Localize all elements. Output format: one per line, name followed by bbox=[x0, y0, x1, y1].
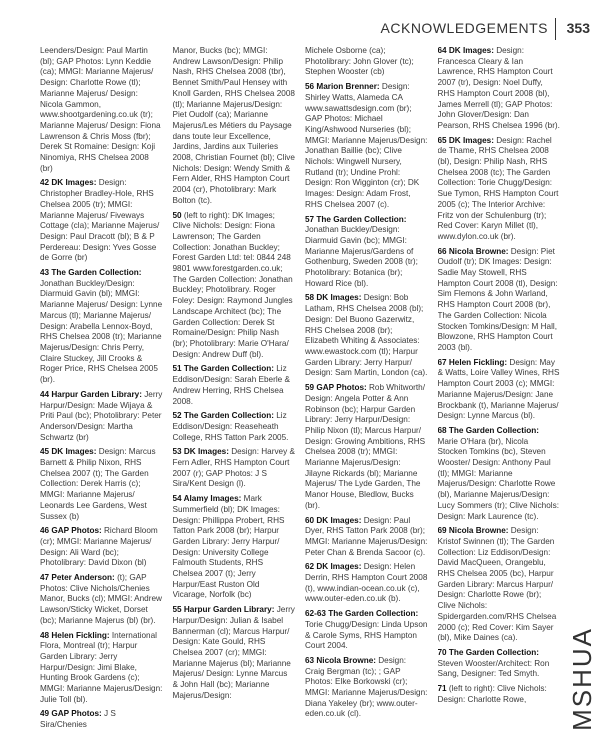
credit-lead: 48 Helen Fickling: bbox=[40, 630, 110, 640]
credit-entry bbox=[305, 656, 428, 720]
credit-lead: 47 Peter Anderson: bbox=[40, 573, 115, 583]
credit-lead: 53 DK Images: bbox=[172, 447, 229, 457]
acknowledgements-columns bbox=[40, 46, 560, 746]
credit-entry bbox=[40, 631, 163, 706]
credit-text: (t); GAP Photos: Clive Nichols/Chenies Manor, Bucks (cl); MMGI: Andrew Lawson/Sticky Wicket, Dorset (bc); Marianne Majerus (bl) (br). bbox=[40, 573, 162, 625]
credit-entry bbox=[438, 684, 561, 705]
credit-entry bbox=[438, 247, 561, 354]
credit-text: Jerry Harpur/Design: Made Wijaya & Priti Paul (bc); Photolibrary: Peter Anderson/Design: Martha Schwartz (br) bbox=[40, 389, 163, 442]
credit-text: J S Sira/Chenies bbox=[40, 709, 116, 730]
credit-entry bbox=[305, 215, 428, 290]
column-3 bbox=[305, 46, 428, 746]
credit-lead: 69 Nicola Browne: bbox=[437, 526, 509, 536]
credit-text: Design: Christopher Bradley-Hole, RHS Chelsea 2005 (tr); MMGI: Marianne Majerus/ Fiveways Cottage (cla); Marianne Majerus/ Design: Paul Dracott (bl); B & P Perdereau: Design: Yves Gosse de Gorre (br) bbox=[40, 178, 160, 263]
credit-lead: 70 The Garden Collection: bbox=[437, 647, 539, 657]
credit-lead: 59 GAP Photos: bbox=[305, 383, 367, 393]
credit-lead: 71 bbox=[437, 684, 447, 694]
credit-lead: 63 Nicola Browne: bbox=[305, 655, 376, 665]
credit-text: Rob Whitworth/ Design: Angela Potter & Ann Robinson (bc); Harpur Garden Library: Jerry Harpur/Design: Philip Nixon (tl); Marcus Harpur/ Design: Growing Ambitions, RHS Chelsea 2008 (tr); MMGI: Marianne Majerus/Design: Jilayne Rickards (bl); Marianne Majerus/ The Lyde Garden, The Manor House, Bledlow, Bucks (br). bbox=[305, 383, 426, 510]
credit-entry bbox=[173, 494, 296, 601]
credit-entry bbox=[173, 411, 296, 443]
credit-text: Leenders/Design: Paul Martin (bl); GAP Photos: Lynn Keddie (ca); MMGI: Marianne Majerus/ Design: Charlotte Rowe (tl); Marianne Majerus/ Design: Nicola Gammon, www.shootgardening.co.uk (tr); Marianne Majerus/ Design: Fiona Lawrenson & Chris Moss (fbr); Derek St Romaine: Design: Koji Ninomiya, RHS Chelsea 2008 (br) bbox=[40, 46, 161, 173]
credit-text: Manor, Bucks (bc); MMGI: Andrew Lawson/Design: Philip Nash, RHS Chelsea 2008 (tbr), Bennet Smith/Paul Hensey with Knoll Garden, RHS Chelsea 2008 (tl); Marianne Majerus/Design: Piet Oudolf (ca); Marianne Majerus/Les Métiers du Paysage dans toute leur Excellence, Jardins, Jardins aux Tuileries 2008, Christian Fournet (bl); Clive Nichols: Design: Wendy Smith & Fern Alder, RHS Hampton Court 2004 (cr), Photolibrary: Mark Bolton (tc). bbox=[172, 46, 295, 205]
credit-entry bbox=[40, 390, 163, 444]
credit-entry bbox=[438, 526, 561, 644]
credit-entry bbox=[305, 562, 428, 605]
credit-entry bbox=[438, 426, 561, 522]
credit-lead: 52 The Garden Collection: bbox=[172, 411, 274, 421]
credit-text: Design: Bob Latham, RHS Chelsea 2008 (bl); Design: Del Buono Gazerwitz, RHS Chelsea 2008 (br); Elizabeth Whiting & Associates: www.ewastock.com (tl); Harpur Garden Library: Jerry Harpur/ Design: Sam Martin, London (ca). bbox=[305, 293, 428, 378]
credit-text: Michele Osborne (ca); Photolibrary: John Glover (tc); Stephen Wooster (cb) bbox=[305, 46, 414, 77]
sidebar-watermark: MSHUA bbox=[567, 627, 597, 731]
credit-entry bbox=[305, 516, 428, 559]
credit-lead: 57 The Garden Collection: bbox=[305, 214, 407, 224]
credit-lead: 65 DK Images: bbox=[437, 135, 494, 145]
credit-text: Design: Marcus Barnett & Philip Nixon, RHS Chelsea 2007 (t); The Garden Collection: Derek Harris (c); MMGI: Marianne Majerus/ Leonards Lee Gardens, West Sussex (b) bbox=[40, 447, 156, 521]
credit-entry bbox=[40, 46, 163, 174]
credit-entry bbox=[173, 46, 296, 207]
page-header bbox=[0, 14, 600, 38]
credit-text: Torie Chugg/Design: Linda Upson & Carole Syms, RHS Hampton Court 2004. bbox=[305, 619, 428, 651]
credit-lead: 44 Harpur Garden Library: bbox=[40, 389, 142, 399]
credit-entry bbox=[40, 526, 163, 569]
credit-text: Design: May & Watts, Loire Valley Wines, RHS Hampton Court 2003 (c); MMGI: Marianne Majerus/Design: Jane Brockbank (t), Marianne Majerus/ Design: Lynne Marcus (bl). bbox=[437, 357, 560, 421]
credit-entry bbox=[438, 136, 561, 243]
credit-text: Design: Piet Oudolf (tr); DK Images: Design: Sadie May Stowell, RHS Hampton Court 2008 (tl), Design: Sim Flemons & John Warland, RHS Hampton Court 2008 (br), The Garden Collection: Nicola Stocken Tomkins/Design: M Hall, Blowzone, RHS Hampton Court 2003 (bl). bbox=[437, 246, 558, 352]
credit-text: Design: Harvey & Fern Adler, RHS Hampton Court 2007 (r); GAP Photos: J S Sira/Kent Design (l). bbox=[172, 447, 295, 489]
credit-lead: 64 DK Images: bbox=[437, 46, 494, 55]
credit-text: Design: Francesca Cleary & Ian Lawrence, RHS Hampton Court 2007 (tr), Design: Noel Duffy, RHS Hampton Court 2008 (bl), James Merrell (tl); GAP Photos: John Glover/Design: Dan Pearson, RHS Chelsea 1996 (br). bbox=[437, 46, 560, 130]
credit-entry bbox=[173, 211, 296, 361]
credit-lead: 50 bbox=[172, 210, 182, 220]
credit-text: Design: Rachel de Thame, RHS Chelsea 2008 (bl), Design: Philip Nash, RHS Chelsea 2008 (tc); The Garden Collection: Torie Chugg/Design: Sue Tymon, RHS Hampton Court 2005 (c); The Interior Archive: Fritz von der Schulenburg (tr); Red Cover: Karyn Millet (tl), www.dylon.co.uk (br). bbox=[437, 135, 559, 241]
credit-lead: 62-63 The Garden Collection: bbox=[305, 609, 419, 619]
credit-lead: 56 Marion Brenner: bbox=[305, 82, 380, 92]
credit-entry bbox=[173, 364, 296, 407]
credit-lead: 66 Nicola Browne: bbox=[437, 246, 509, 256]
credit-text: Mark Summerfield (bl); DK Images: Design: Phillippa Probert, RHS Tatton Park 2008 (br); Harpur Garden Library: Jerry Harpur/ Design: University College Falmouth Students, RHS Chelsea 2007 (t); Jerry Harpur/East Ruston Old Vicarage, Norfolk (bc) bbox=[172, 494, 285, 600]
credit-entry bbox=[40, 573, 163, 627]
credit-text: Jonathan Buckley/Design: Diarmuid Gavin (bl); MMGI: Marianne Majerus/ Design: Lynne Marcus (tl); Marianne Majerus/ Design: Arabella Lennox-Boyd, RHS Chelsea 2008 (tr); Marianne Majerus/Design: Chris Perry, Claire Stuckey, Jill Crooks & Roger Price, RHS Chelsea 2005 (br). bbox=[40, 278, 163, 385]
credit-entry bbox=[173, 605, 296, 701]
credit-text: Steven Wooster/Architect: Ron Sang, Designer: Ted Smyth. bbox=[437, 658, 550, 679]
credit-entry bbox=[305, 82, 428, 210]
credit-entry bbox=[438, 648, 561, 680]
credit-entry bbox=[438, 46, 561, 132]
credit-text: Liz Eddison/Design: Reaseheath College, RHS Tatton Park 2005. bbox=[172, 411, 289, 442]
credit-lead: 42 DK Images: bbox=[40, 178, 97, 188]
credit-text: Design: Paul Dyer, RHS Tatton Park 2008 (br); MMGI: Marianne Majerus/Design: Peter Chan & Brenda Sacoor (c). bbox=[305, 515, 428, 557]
credit-text: (left to right): Clive Nichols: Design: Charlotte Rowe, bbox=[437, 684, 547, 704]
column-2 bbox=[173, 46, 296, 746]
header-divider bbox=[555, 18, 556, 40]
credit-entry bbox=[305, 383, 428, 511]
credit-text: Design: Kristof Swinnen (tl); The Garden Collection: Liz Eddison/Design: David MacQueen, Orangeblu, RHS Chelsea 2005 (bc), Harpur Garden Library: Marcus Harpur/ Design: Charlotte Rowe (br); Clive Nichols: Spidergarden.com/RHS Chelsea 2000 (c); Red Cover: Kim Sayer (bl), Mike Daines (ca). bbox=[437, 526, 557, 643]
credit-lead: 49 GAP Photos: bbox=[40, 709, 102, 719]
credit-lead: 45 DK Images: bbox=[40, 447, 97, 457]
credit-lead: 58 DK Images: bbox=[305, 293, 362, 303]
credit-lead: 46 GAP Photos: bbox=[40, 526, 102, 536]
column-1 bbox=[40, 46, 163, 746]
column-4 bbox=[438, 46, 561, 746]
page-number: 353 bbox=[566, 20, 590, 36]
credit-entry bbox=[40, 178, 163, 264]
credit-entry bbox=[40, 268, 163, 386]
credit-text: Jerry Harpur/Design: Julian & Isabel Bannerman (cl); Marcus Harpur/ Design: Kate Gould, RHS Chelsea 2007 (cr); MMGI: Marianne Majerus (bl); Marianne Majerus/ Design: Lynne Marcus & John Hall (bc); Marianne Majerus/Design: bbox=[172, 605, 295, 700]
page-title: ACKNOWLEDGEMENTS bbox=[380, 20, 548, 36]
credit-lead: 68 The Garden Collection: bbox=[437, 425, 539, 435]
credit-text: Richard Bloom (cr); MMGI: Marianne Majerus/ Design: Ali Ward (bc); Photolibrary: David Dixon (bl) bbox=[40, 526, 158, 568]
credit-entry bbox=[438, 358, 561, 422]
credit-entry bbox=[305, 609, 428, 652]
credit-text: Liz Eddison/Design: Sarah Eberle & Andrew Herring, RHS Chelsea 2008. bbox=[172, 364, 290, 406]
credit-text: Jonathan Buckley/Design: Diarmuid Gavin (bc); MMGI: Marianne Majerus/Gardens of Gothenburg, Sweden 2008 (tr); Photolibrary: Botanica (br); Howard Rice (bl). bbox=[305, 225, 418, 288]
credit-entry bbox=[40, 447, 163, 522]
credit-lead: 54 Alamy Images: bbox=[172, 494, 242, 504]
credit-entry bbox=[305, 46, 428, 78]
credit-text: Design: Shirley Watts, Alameda CA www.sawattsdesign.com (br); GAP Photos: Michael King/Ashwood Nurseries (bl); MMGI: Marianne Majerus/Design: Jonathan Baillie (bc); Clive Nichols: Wingwell Nursery, Rutland (tr); Undine Prohl: Design: Ron Wigginton (cr); DK Images: Design: Adam Frost, RHS Chelsea 2007 (c). bbox=[305, 82, 428, 209]
credit-lead: 62 DK Images: bbox=[305, 562, 362, 572]
credit-text: Marie O'Hara (br), Nicola Stocken Tomkins (bc), Steven Wooster/ Design: Anthony Paul (tl); MMGI: Marianne Majerus/Design: Charlotte Rowe (bl), Marianne Majerus/Design: Lucy Sommers (tr); Clive Nichols: Design: Mark Laurence (tc). bbox=[437, 436, 559, 521]
credit-text: Design: Craig Bergman (tc); ; GAP Photos: Elke Borkowski (cr); MMGI: Marianne Majerus/Design: Diana Yakeley (br); www.outer-eden.co.uk (cl). bbox=[305, 655, 428, 719]
credit-lead: 55 Harpur Garden Library: bbox=[172, 605, 275, 615]
credit-lead: 43 The Garden Collection: bbox=[40, 268, 142, 278]
credit-lead: 67 Helen Fickling: bbox=[437, 357, 508, 367]
credit-lead: 51 The Garden Collection: bbox=[172, 364, 274, 374]
credit-entry bbox=[305, 293, 428, 379]
credit-text: Design: Helen Derrin, RHS Hampton Court 2008 (t), www.indian-ocean.co.uk (c), www.outer-eden.co.uk (b). bbox=[305, 562, 428, 604]
credit-text: International Flora, Montreal (tr); Harpur Garden Library: Jerry Harpur/Design: Jimi Blake, Hunting Brook Gardens (c); MMGI: Marianne Majerus/Design: Julie Toll (bl). bbox=[40, 630, 163, 704]
credit-lead: 60 DK Images: bbox=[305, 515, 362, 525]
credit-text: (left to right): DK Images; Clive Nichols: Design: Fiona Lawrenson; The Garden Collection: Jonathan Buckley; Forest Garden Ltd: tel: 0844 248 9801 www.forestgarden.co.uk; The Garden Collection: Jonathan Buckley; Photolibrary. Roger Foley: Design: Raymond Jungles Landscape Architect (bc); The Garden Collection: Derek St Romaine/Design: Philip Nash (br); Photolibrary: Marie O'Hara/ Design: Andrew Duff (bl). bbox=[172, 210, 293, 359]
credit-entry bbox=[173, 447, 296, 490]
credit-entry bbox=[40, 709, 163, 730]
